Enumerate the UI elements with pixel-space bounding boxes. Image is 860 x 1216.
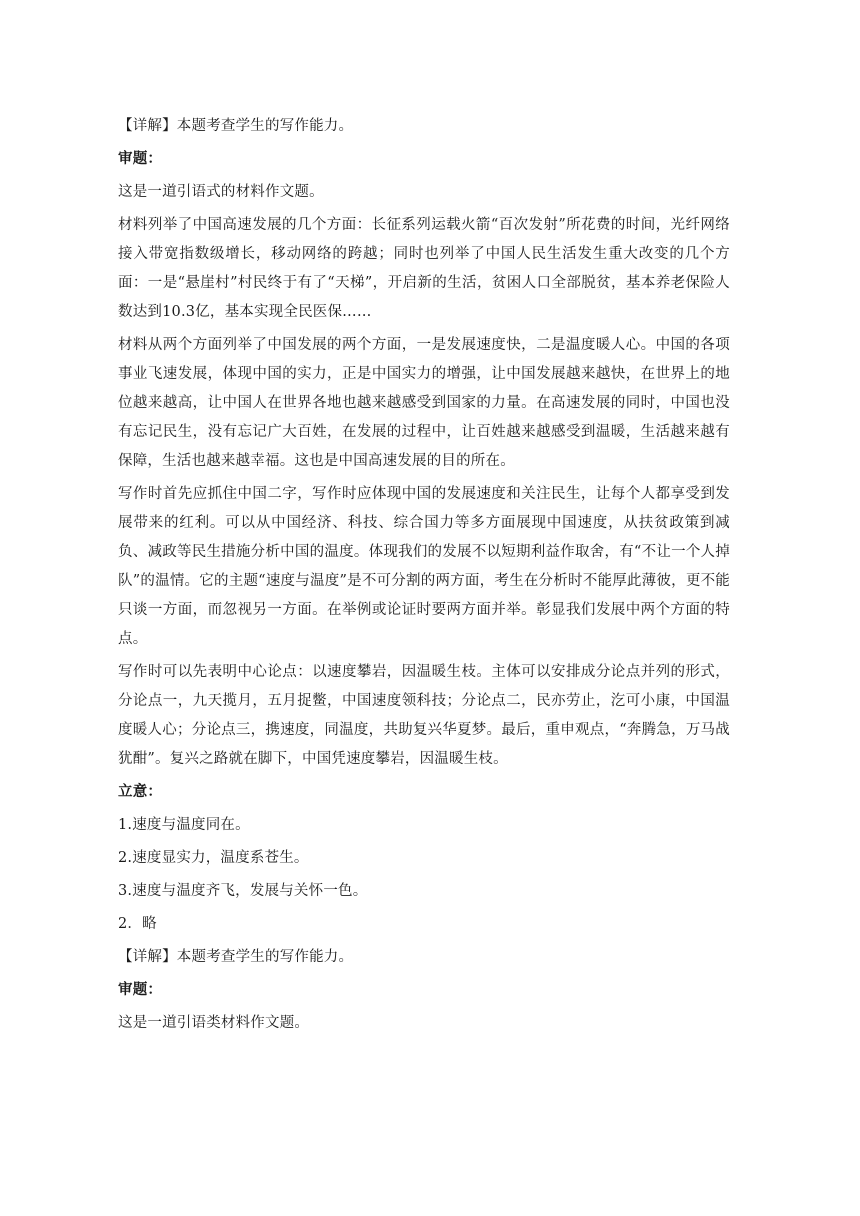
document-page: [118, 112, 730, 1042]
body-paragraph: 材料列举了中国高速发展的几个方面：长征系列运载火箭“百次发射”所花费的时间，光纤网络接入带宽指数级增长，移动网络的跨越；同时也列举了中国人民生活发生重大改变的几个方面：一是“悬崖村”村民终于有了“天梯”，开启新的生活，贫困人口全部脱贫，基本养老保险人数达到10.3亿，基本实现全民医保……: [118, 217, 730, 320]
thesis-item: 1.速度与温度同在。: [118, 817, 250, 833]
thesis-item: 3.速度与温度齐飞，发展与关怀一色。: [118, 883, 368, 899]
section-heading-thesis: 立意：: [118, 784, 163, 800]
section-heading-review: 审题：: [118, 151, 163, 167]
section-heading-review: 审题：: [118, 982, 163, 998]
question-number: 2．略: [118, 916, 157, 932]
body-paragraph: 这是一道引语式的材料作文题。: [118, 184, 324, 200]
detail-label-paragraph: 【详解】本题考查学生的写作能力。: [118, 118, 354, 134]
thesis-item: 2.速度显实力，温度系苍生。: [118, 850, 309, 866]
body-paragraph: 写作时首先应抓住中国二字，写作时应体现中国的发展速度和关注民生，让每个人都享受到发展带来的红利。可以从中国经济、科技、综合国力等多方面展现中国速度，从扶贫政策到减负、减政等民生措施分析中国的温度。体现我们的发展不以短期利益作取舍，有“不让一个人掉队”的温情。它的主题“速度与温度”是不可分割的两方面，考生在分析时不能厚此薄彼，更不能只谈一方面，而忽视另一方面。在举例或论证时要两方面并举。彰显我们发展中两个方面的特点。: [118, 486, 730, 647]
body-paragraph: 写作时可以先表明中心论点：以速度攀岩，因温暖生枝。主体可以安排成分论点并列的形式，分论点一，九天揽月，五月捉鳖，中国速度领科技；分论点二，民亦劳止，汔可小康，中国温度暖人心；分论点三，携速度，同温度，共助复兴华夏梦。最后，重申观点，“奔腾急，万马战犹酣”。复兴之路就在脚下，中国凭速度攀岩，因温暖生枝。: [118, 664, 730, 767]
body-paragraph: 这是一道引语类材料作文题。: [118, 1015, 310, 1031]
body-paragraph: 材料从两个方面列举了中国发展的两个方面，一是发展速度快，二是温度暖人心。中国的各项事业飞速发展，体现中国的实力，正是中国实力的增强，让中国发展越来越快，在世界上的地位越来越高，让中国人在世界各地也越来越感受到国家的力量。在高速发展的同时，中国也没有忘记民生，没有忘记广大百姓，在发展的过程中，让百姓越来越感受到温暖，生活越来越有保障，生活也越来越幸福。这也是中国高速发展的目的所在。: [118, 337, 730, 469]
detail-label-paragraph: 【详解】本题考查学生的写作能力。: [118, 949, 354, 965]
